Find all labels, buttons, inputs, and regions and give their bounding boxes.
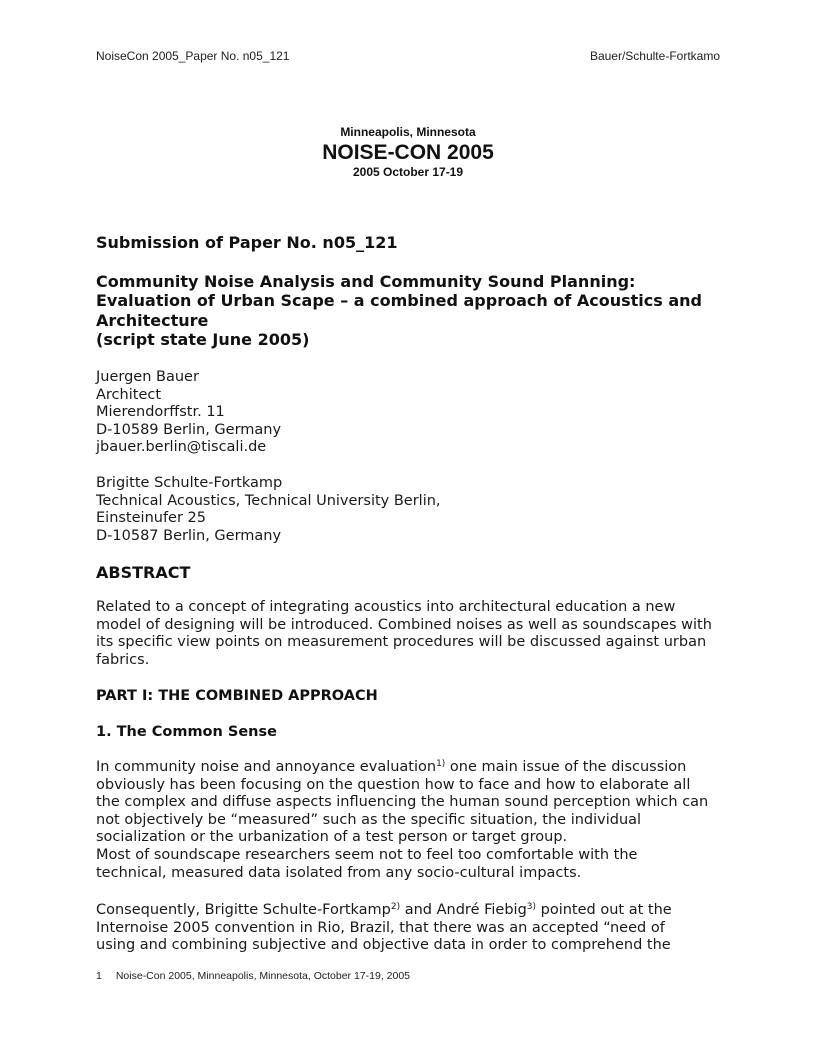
author1-street: Mierendorffstr. 11 — [96, 404, 225, 421]
section1-heading: 1. The Common Sense — [96, 724, 277, 740]
paragraph-line — [96, 902, 672, 920]
abstract-line: its specific view points on measurement procedures will be discussed against urban — [96, 634, 707, 651]
abstract-line: model of designing will be introduced. Combined noises as well as soundscapes with — [96, 616, 712, 633]
author2-affiliation: Technical Acoustics, Technical University Berlin, — [96, 492, 441, 509]
footnote-ref-1: 1) — [436, 759, 446, 769]
text-run: Consequently, Brigitte Schulte-Fortkamp — [96, 902, 391, 918]
paragraph-1 — [96, 759, 708, 882]
paragraph-line: technical, measured data isolated from any socio-cultural impacts. — [96, 864, 582, 881]
title-line: Evaluation of Urban Scape – a combined approach of Acoustics and — [96, 291, 702, 311]
paragraph-line: the complex and diffuse aspects influencing the human sound perception which can — [96, 794, 709, 811]
paragraph-line: Most of soundscape researchers seem not to feel too comfortable with the — [96, 846, 638, 863]
paragraph-line: socialization or the urbanization of a test person or target group. — [96, 829, 568, 846]
text-run: and André Fiebig — [400, 902, 527, 918]
paragraph-line: Internoise 2005 convention in Rio, Brazil, that there was an accepted “need of — [96, 919, 665, 936]
author1-city: D-10589 Berlin, Germany — [96, 421, 282, 438]
conference-name: NOISE-CON 2005 — [322, 141, 494, 164]
running-header-left: NoiseCon 2005_Paper No. n05_121 — [96, 49, 290, 63]
author1-block — [96, 369, 281, 457]
title-line: Architecture — [96, 310, 209, 330]
running-header-right: Bauer/Schulte-Fortkamo — [589, 49, 720, 63]
author1-role: Architect — [96, 386, 162, 403]
abstract-line: fabrics. — [96, 651, 150, 668]
abstract-text — [96, 599, 712, 669]
text-run: one main issue of the discussion — [445, 759, 687, 775]
author2-street: Einsteinufer 25 — [96, 510, 206, 527]
footer-text: Noise-Con 2005, Minneapolis, Minnesota, October 17-19, 2005 — [115, 970, 411, 982]
conference-date: 2005 October 17-19 — [352, 165, 464, 179]
author2-city: D-10587 Berlin, Germany — [96, 527, 282, 544]
paragraph-2 — [96, 902, 672, 955]
paper-title — [96, 272, 702, 349]
text-run: In community noise and annoyance evaluation — [96, 759, 437, 775]
author1-email: jbauer.berlin@tiscali.de — [96, 439, 267, 456]
part-heading: PART I: THE COMBINED APPROACH — [96, 688, 378, 704]
title-line: Community Noise Analysis and Community Sound Planning: — [96, 272, 636, 291]
conference-location: Minneapolis, Minnesota — [340, 125, 476, 139]
footnote-ref-2: 2) — [390, 902, 401, 912]
page-footer — [96, 970, 410, 982]
title-line: (script state June 2005) — [96, 329, 310, 349]
author2-block — [96, 475, 441, 545]
submission-heading: Submission of Paper No. n05_121 — [96, 233, 398, 252]
paragraph-line: obviously has been focusing on the question how to face and how to elaborate all — [96, 776, 691, 793]
text-run: pointed out at the — [536, 902, 672, 918]
page-number: 1 — [96, 970, 102, 982]
abstract-line: Related to a concept of integrating acoustics into architectural education a new — [96, 599, 676, 615]
abstract-heading: ABSTRACT — [96, 563, 191, 582]
footnote-ref-3: 3) — [526, 902, 537, 912]
paragraph-line: not objectively be “measured” such as the specific situation, the individual — [96, 811, 642, 828]
author1-name: Juergen Bauer — [96, 369, 199, 385]
paragraph-line — [96, 759, 708, 777]
author2-name: Brigitte Schulte-Fortkamp — [96, 475, 283, 491]
paragraph-line: using and combining subjective and objective data in order to comprehend the — [96, 937, 671, 954]
